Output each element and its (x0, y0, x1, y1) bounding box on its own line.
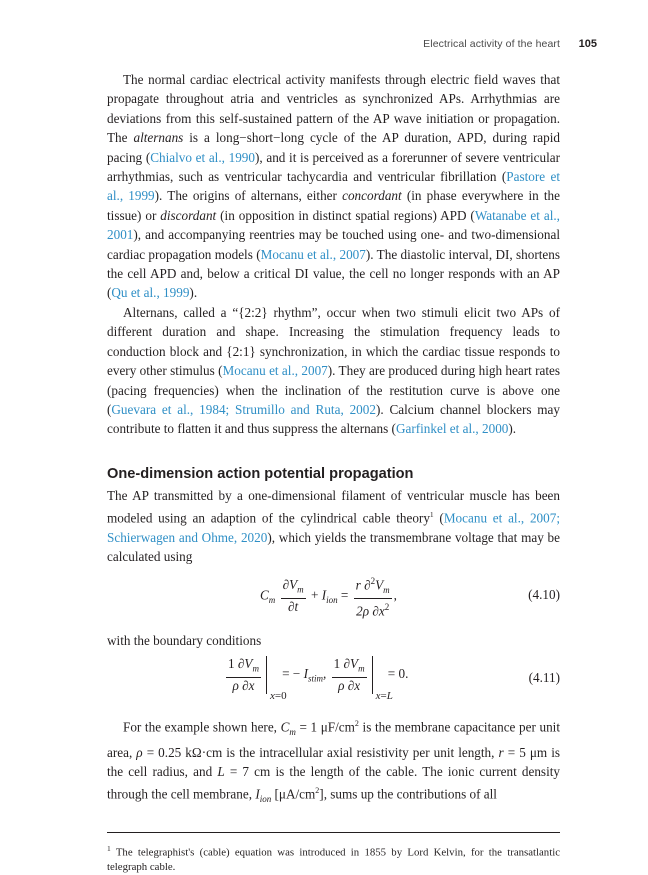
paragraph-example-parameters: For the example shown here, $C_m = 1$ $\mu F/cm^2$ is the membrane capacitance per unit area, ρ = 0.25 kΩ·cm is the intracellular axial resistivity per unit length, r = 5 μm is the cell radius, and L = 7 cm is the length of the cable. The ionic current density through the cell membrane, $I_{ion}$ $[\mu A/cm^2]$, sums up the contributions of all (107, 719, 561, 805)
footnote-number: 1 (107, 843, 111, 853)
running-header (0, 38, 648, 54)
term-alternans: alternans (133, 130, 184, 146)
citation-link[interactable]: Chialvo et al., 1990 (150, 149, 255, 165)
paragraph-alternans-intro: The normal cardiac electrical activity manifests through electric field waves that propagate throughout atria and ventricles as synchronized APs. Arrhythmias are deviations from this self-sustained pattern of the AP wave initiation or propagation. The alternans is a long−short−long cycle of the AP duration, APD, during rapid pacing (Chialvo et al., 1990), and it is perceived as a forerunner of severe ventricular arrhythmias, such as ventricular tachycardia and ventricular fibrillation (Pastore et al., 1999). The origins of alternans, either concordant (in phase everywhere in the tissue) or discordant (in opposition in distinct spatial regions) APD (Watanabe et al., 2001), and accompanying reentries may be touched using one- and two-dimensional cardiac propagation models (Mocanu et al., 2007). The diastolic interval, DI, shortens the cell APD and, below a critical DI value, the cell no longer responds with an AP (Qu et al., 1999). (107, 72, 561, 301)
paragraph-alternans-rhythm: Alternans, called a “{2:2} rhythm”, occur when two stimuli elicit two APs of different duration and shape. Increasing the stimulation frequency leads to conduction block and {2:1} synchronization, in which the cardiac tissue responds to every other stimulus (Mocanu et al., 2007). They are produced during high heart rates (pacing frequencies) when the inclination of the restitution curve is above one (Guevara et al., 1984; Strumillo and Ruta, 2002). Calcium channel blockers may contribute to flatten it and thus suppress the alternans (Garfinkel et al., 2000). (107, 304, 560, 437)
term-discordant: discordant (160, 207, 217, 223)
page-number: 105 (578, 38, 597, 50)
equation-body: $C_m$ $\frac{\partial V_m}{\partial t}$ + $I_{ion}$ = $\frac{r \partial^2V_m}{2\rho \partial x^2}$ , (260, 573, 397, 619)
citation-link[interactable]: Guevara et al., 1984; Strumillo and Ruta, 2002 (111, 401, 376, 417)
equation-number: (4.10) (528, 586, 560, 602)
paragraph-boundary-conditions: with the boundary conditions (107, 632, 262, 648)
equation-4-11 (107, 656, 560, 712)
footnote-divider (107, 832, 560, 833)
footnote-marker[interactable]: 1 (429, 510, 434, 520)
citation-link[interactable]: Qu et al., 1999 (111, 285, 190, 301)
citation-link[interactable]: Watanabe et al., 2001 (107, 207, 560, 243)
term-concordant: concordant (342, 188, 402, 204)
equation-4-10 (107, 573, 560, 629)
footnote-text: The telegraphist's (cable) equation was introduced in 1855 by Lord Kelvin, for the transatlantic telegraph cable. (107, 846, 560, 874)
paragraph-cable-theory: The AP transmitted by a one-dimensional filament of ventricular muscle has been modeled using an adaption of the cylindrical cable theory$^1$ (Mocanu et al., 2007; Schierwagen and Ohme, 2020), which yields the transmembrane voltage that may be calculated using (107, 487, 560, 565)
section-heading: One-dimension action potential propagation (107, 465, 414, 482)
citation-link[interactable]: Mocanu et al., 2007 (222, 363, 328, 379)
footnote (107, 841, 560, 875)
equation-body: $\frac{1 \partial V_m}{\rho \partial x}$ x=0 = − $I_{stim}$, $\frac{1 \partial V_m}{\rho \partial x}$ x=L = 0. (228, 656, 409, 703)
running-title: Electrical activity of the heart (423, 38, 560, 50)
equation-number: (4.11) (528, 670, 560, 686)
page-body (107, 70, 560, 875)
citation-link[interactable]: Mocanu et al., 2007 (260, 246, 366, 262)
citation-link[interactable]: Pastore et al., 1999 (107, 169, 560, 204)
citation-link[interactable]: Garfinkel et al., 2000 (395, 421, 509, 437)
citation-link[interactable]: Mocanu et al., 2007; Schierwagen and Ohme, 2020 (107, 510, 560, 545)
